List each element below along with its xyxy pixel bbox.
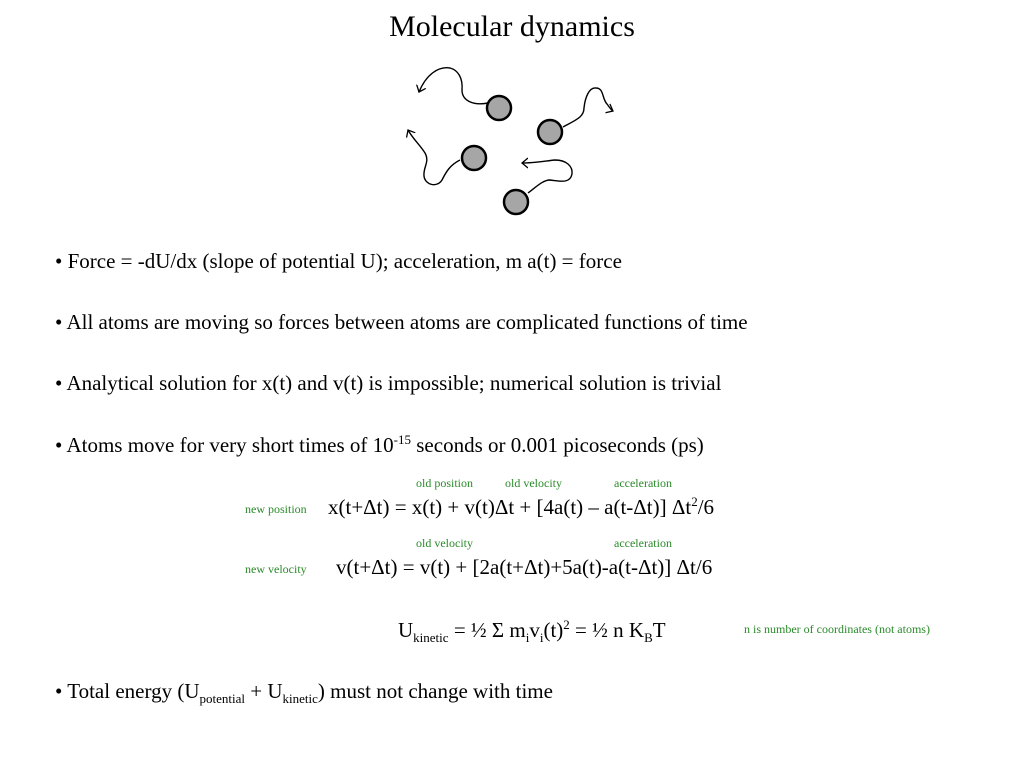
bullet-text: + U (245, 679, 283, 703)
bullet-short-times (55, 432, 704, 458)
bullet-text: • Total energy (U (55, 679, 200, 703)
annotation-old-velocity: old velocity (505, 476, 562, 490)
subscript: i (539, 630, 544, 646)
subscript: i (525, 630, 530, 646)
annotation-old-velocity: old velocity (416, 536, 473, 550)
equation-text: = ½ n K (569, 618, 645, 642)
trajectory-path (522, 160, 572, 193)
annotation-acceleration: acceleration (614, 476, 672, 490)
annotation-new-velocity: new velocity (245, 562, 307, 576)
bullet-analytical-solution: • Analytical solution for x(t) and v(t) is impossible; numerical solution is trivial (55, 371, 722, 395)
atom-circle (487, 96, 511, 120)
equation-text: x(t+Δt) = x(t) + v(t)Δt + [4a(t) – a(t-Δt)] Δt (328, 495, 692, 519)
moving-atoms-illustration (395, 60, 635, 225)
equation-text: (t) (543, 618, 564, 642)
subscript: kinetic (282, 691, 318, 707)
exponent: 2 (563, 617, 570, 632)
exponent: 2 (691, 494, 698, 509)
bullet-atoms-moving: • All atoms are moving so forces between atoms are complicated functions of time (55, 310, 748, 334)
subscript: B (644, 630, 653, 646)
bullet-text: ) must not change with time (317, 679, 553, 703)
equation-text: /6 (697, 495, 715, 519)
annotation-acceleration: acceleration (614, 536, 672, 550)
equation-text: v (529, 618, 540, 642)
equation-text: = ½ Σ m (448, 618, 526, 642)
velocity-equation: v(t+Δt) = v(t) + [2a(t+Δt)+5a(t)-a(t-Δt)] Δt/6 (336, 555, 713, 579)
bullet-text: seconds or 0.001 picoseconds (ps) (411, 433, 704, 457)
atom-circle (462, 146, 486, 170)
annotation-old-position: old position (416, 476, 474, 490)
annotation-new-position: new position (245, 502, 307, 516)
equation-text: T (652, 618, 666, 642)
position-equation (328, 494, 714, 520)
bullet-total-energy (55, 679, 553, 707)
trajectory-path (563, 88, 613, 127)
trajectory-path (408, 130, 460, 185)
bullet-text: • Atoms move for very short times of 10 (55, 433, 394, 457)
slide-title: Molecular dynamics (389, 10, 635, 43)
subscript: kinetic (413, 630, 449, 646)
trajectory-path (419, 68, 488, 104)
annotation-coordinates-note: n is number of coordinates (not atoms) (744, 622, 930, 636)
kinetic-energy-equation (398, 617, 666, 646)
atom-circle (538, 120, 562, 144)
bullet-force: • Force = -dU/dx (slope of potential U); acceleration, m a(t) = force (55, 249, 622, 273)
equation-text: U (398, 618, 414, 642)
exponent: -15 (393, 432, 411, 447)
atom-circle (504, 190, 528, 214)
subscript: potential (199, 691, 245, 707)
